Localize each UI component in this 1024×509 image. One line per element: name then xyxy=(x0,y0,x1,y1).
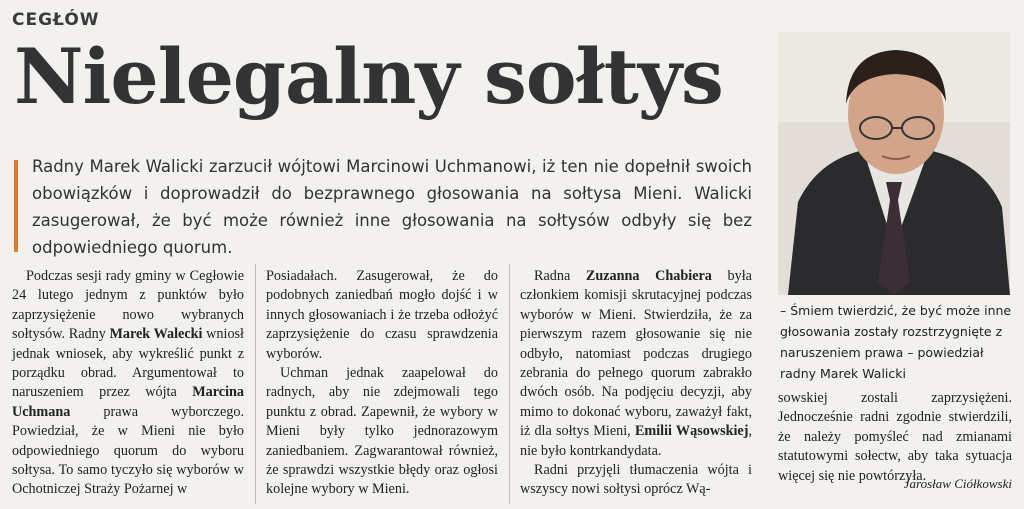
col3-name-wasowska: Emilii Wąsowskiej xyxy=(634,423,749,440)
section-label: CEGŁÓW xyxy=(12,10,100,30)
headline: Nielegalny sołtys xyxy=(14,32,723,121)
byline: Jarosław Ciółkowski xyxy=(903,476,1012,491)
col3-text-3: , nie było kontrkandydata. xyxy=(520,423,752,459)
col1-name-walecki: Marek Walecki xyxy=(109,326,203,343)
column-1 xyxy=(12,267,244,500)
col1-name-uchman: Marcina Uchmana xyxy=(12,384,244,420)
man-portrait-icon xyxy=(778,32,1010,295)
col3-text-2: była członkiem komisji skrutacyjnej podczas wyborów w Mieni. Stwierdziła, że za pierwszym razem głosowanie się nie odbyło, natomiast podczas drugiego zebrania do pełnego quorum zabrakło dwóch osób. Na podjęciu decyzji, aby mimo to dokonać wyboru, zaważył fakt, iż dla sołtys Mieni, xyxy=(520,268,752,440)
photo xyxy=(778,32,1010,295)
lead-paragraph: Radny Marek Walicki zarzucił wójtowi Marcinowi Uchmanowi, iż ten nie dopełnił swoich obowiązków i doprowadził do bezprawnego głosowania na sołtysa Mieni. Walicki zasugerował, że być może również inne głosowania na sołtysów odbyły się bez odpowiedniego quorum. xyxy=(32,157,752,257)
col4-paragraph: sowskiej zostali zaprzysiężeni. Jednocześnie radni zgodnie stwierdzili, że należy pomyśleć nad zmianami statutowymi sołectw, aby taka sytuacja więcej się nie powtórzyła. xyxy=(778,390,1012,484)
col1-text-1: Podczas sesji rady gminy w Cegłowie 24 lutego jednym z punktów było zaprzysiężenie nowo wybranych sołtysów. Radny xyxy=(12,268,244,343)
column-2 xyxy=(266,267,498,500)
col2-paragraph-1: Posiadałach. Zasugerował, że do podobnych zaniedbań mogło dojść i w innych głosowaniach i że trzeba odłożyć zaprzysiężenie do czasu sprawdzenia wyborów. xyxy=(266,268,498,362)
col3-name-chabiera: Zuzanna Chabiera xyxy=(585,268,712,284)
column-4 xyxy=(778,389,1012,486)
column-rule-1 xyxy=(255,264,256,504)
col3-text-1: Radna xyxy=(534,268,586,284)
col2-paragraph-2: Uchman jednak zaapelował do radnych, aby nie zdejmowali tego punktu z obrad. Zapewnił, że wybory w Mieni były tylko jednorazowym zaniedbaniem. Zagwarantował również, że sprawdzi wszystkie błędy oraz ogłosi kolejne wybory w Mieni. xyxy=(266,365,498,498)
photo-caption: – Śmiem twierdzić, że być może inne głosowania zostały rozstrzygnięte z naruszeniem prawa – powiedział radny Marek Walicki xyxy=(780,303,1012,381)
col1-text-3: prawa wyborczego. Powiedział, że w Mieni nie było odpowiedniego quorum do wyboru sołtysa. To samo tyczyło się wyborów w Ochotniczej Straży Pożarnej w xyxy=(12,403,244,498)
col1-text-2: wniosł jednak wniosek, aby wykreślić punkt z porządku obrad. Argumentował to naruszeniem przez wójta xyxy=(12,326,244,401)
column-3 xyxy=(520,267,752,500)
column-rule-2 xyxy=(509,264,510,504)
lead-accent-bar xyxy=(14,160,18,252)
col3-paragraph-2: Radni przyjęli tłumaczenia wójta i wszyscy nowi sołtysi oprócz Wą- xyxy=(520,462,752,498)
